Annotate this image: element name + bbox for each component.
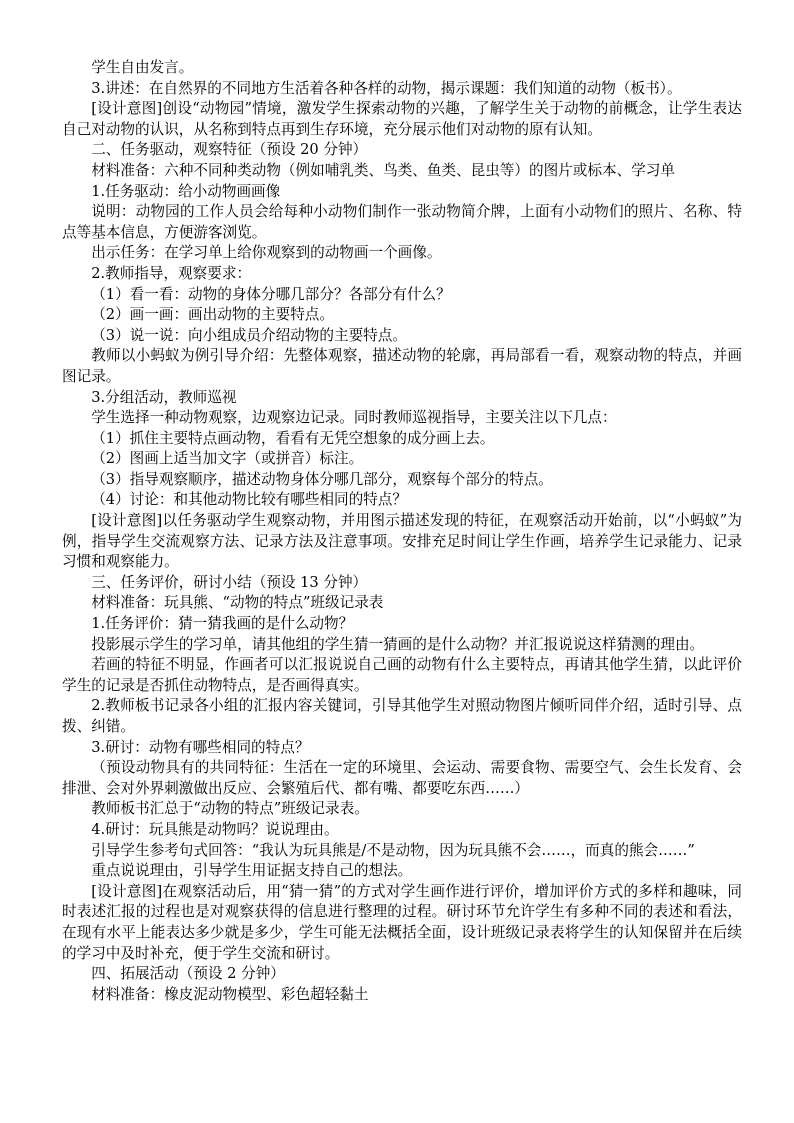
section-heading-2: 二、任务驱动，观察特征（预设 20 分钟） xyxy=(91,141,368,159)
section-heading-3: 三、任务评价，研讨小结（预设 13 分钟） xyxy=(91,573,368,591)
paragraph-teacher-guidance: 2.教师指导，观察要求： xyxy=(91,264,252,282)
paragraph-sentence-pattern: 引导学生参考句式回答：“我认为玩具熊是/不是动物，因为玩具熊不会……，而真的熊会……” xyxy=(91,841,695,859)
list-item-observe-order: （3）指导观察顺序，描述动物身体分哪几部分，观察每个部分的特点。 xyxy=(91,470,553,488)
paragraph-task-evaluation: 1.任务评价：猜一猜我画的是什么动物？ xyxy=(91,615,354,633)
list-item-main-features: （1）抓住主要特点画动物，看看有无凭空想象的成分画上去。 xyxy=(91,429,495,447)
paragraph-design-intent-3: [设计意图]在观察活动后，用“猜一猜”的方式对学生画作进行评价，增加评价方式的多样和趣味，同时表述汇报的过程也是对观察获得的信息进行整理的过程。研讨环节允许学生有多种不同的表述和看法，在现有水平上能表达多少就是多少，学生可能无法概括全面，设计班级记录表将学生的认知保留并在后续的学习中及时补充，便于学生交流和研讨。 xyxy=(62,882,742,962)
list-item-say: （3）说一说：向小组成员介绍动物的主要特点。 xyxy=(91,326,407,344)
paragraph-discussion-common: 3.研讨：动物有哪些相同的特点？ xyxy=(91,738,310,756)
paragraph-task-drive: 1.任务驱动：给小动物画画像 xyxy=(91,182,281,200)
paragraph-design-intent-1: [设计意图]创设“动物园”情境，激发学生探索动物的兴趣，了解学生关于动物的前概念，让学生表达自己对动物的认识，从名称到特点再到生存环境，充分展示他们对动物的原有认知。 xyxy=(62,100,742,138)
paragraph-student-observe: 学生选择一种动物观察，边观察边记录。同时教师巡视指导，主要关注以下几点： xyxy=(91,409,617,427)
paragraph-design-intent-2: [设计意图]以任务驱动学生观察动物，并用图示描述发现的特征，在观察活动开始前，以“小蚂蚁”为例，指导学生交流观察方法、记录方法及注意事项。安排充足时间让学生作画，培养学生记录能力、记录习惯和观察能力。 xyxy=(62,512,742,571)
paragraph-materials-1: 材料准备：六种不同种类动物（例如哺乳类、鸟类、鱼类、昆虫等）的图片或标本、学习单 xyxy=(91,161,675,179)
paragraph-group-activity: 3.分组活动，教师巡视 xyxy=(91,388,237,406)
paragraph-reasoning: 重点说说理由，引导学生用证据支持自己的想法。 xyxy=(91,862,413,880)
paragraph-unclear-features: 若画的特征不明显，作画者可以汇报说说自己画的动物有什么主要特点，再请其他学生猜，以此评价学生的记录是否抓住动物特点，是否画得真实。 xyxy=(62,656,742,694)
paragraph-projection: 投影展示学生的学习单，请其他组的学生猜一猜画的是什么动物？并汇报说说这样猜测的理由。 xyxy=(91,635,705,653)
paragraph-materials-3: 材料准备：橡皮泥动物模型、彩色超轻黏土 xyxy=(91,985,369,1003)
list-item-look: （1）看一看：动物的身体分哪几部分？各部分有什么？ xyxy=(91,285,451,303)
list-item-annotation: （2）图画上适当加文字（或拼音）标注。 xyxy=(91,450,364,468)
paragraph-board-summary: 教师板书汇总于“动物的特点”班级记录表。 xyxy=(91,800,369,818)
paragraph-toy-bear: 4.研讨：玩具熊是动物吗？说说理由。 xyxy=(91,820,339,838)
paragraph-ant-example: 教师以小蚂蚁为例引导介绍：先整体观察，描述动物的轮廓，再局部看一看，观察动物的特点，并画图记录。 xyxy=(62,347,742,385)
list-item-discussion: （4）讨论：和其他动物比较有哪些相同的特点？ xyxy=(91,491,407,509)
paragraph-explanation: 说明：动物园的工作人员会给每种小动物们制作一张动物简介牌，上面有小动物们的照片、名称、特点等基本信息，方便游客浏览。 xyxy=(62,203,742,241)
document-page xyxy=(62,58,742,1005)
list-item-draw: （2）画一画：画出动物的主要特点。 xyxy=(91,306,334,324)
paragraph-board-record: 2.教师板书记录各小组的汇报内容关键词，引导其他学生对照动物图片倾听同伴介绍，适时引导、点拨、纠错。 xyxy=(62,697,742,735)
section-heading-4: 四、拓展活动（预设 2 分钟） xyxy=(91,965,285,983)
paragraph-common-features: （预设动物具有的共同特征：生活在一定的环境里、会运动、需要食物、需要空气、会生长发育、会排泄、会对外界刺激做出反应、会繁殖后代、都有嘴、都要吃东西……） xyxy=(62,759,742,797)
paragraph-free-speech: 学生自由发言。 xyxy=(91,59,194,76)
paragraph-materials-2: 材料准备：玩具熊、“动物的特点”班级记录表 xyxy=(91,594,384,612)
paragraph-task-show: 出示任务：在学习单上给你观察到的动物画一个画像。 xyxy=(91,244,442,262)
paragraph-narration: 3.讲述：在自然界的不同地方生活着各种各样的动物，揭示课题：我们知道的动物（板书）。 xyxy=(91,79,682,97)
